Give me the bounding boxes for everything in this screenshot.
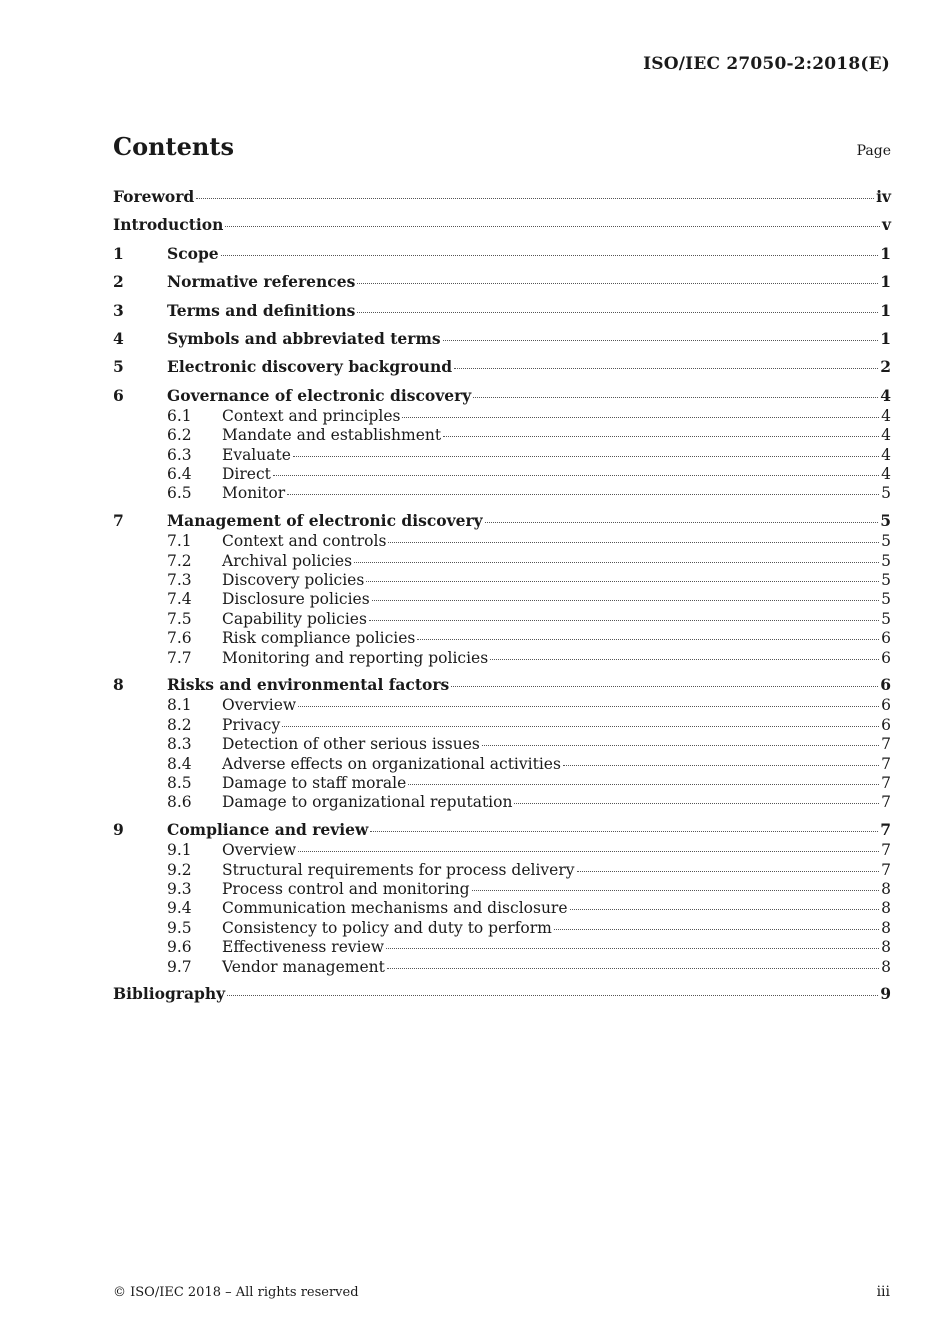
toc-subentry-page: 6 — [881, 696, 891, 715]
toc-dot-leader — [514, 803, 879, 804]
toc-entry-title: Foreword — [113, 187, 195, 206]
toc-dot-leader — [472, 890, 880, 891]
toc-entry-page: 2 — [880, 357, 891, 377]
toc-subentry[interactable] — [113, 446, 891, 465]
toc-dot-leader — [387, 968, 879, 969]
toc-dot-leader — [554, 929, 879, 930]
toc-subentry[interactable] — [113, 919, 891, 938]
toc-subentry-number: 7.6 — [167, 629, 192, 648]
toc-entry[interactable] — [113, 982, 891, 1005]
toc-subentry-title: Damage to organizational reputation — [222, 793, 513, 812]
toc-subentry-number: 6.4 — [167, 464, 192, 483]
toc-subentry-number: 7.4 — [167, 590, 192, 609]
toc-entry-number: 7 — [113, 511, 124, 531]
toc-subentry[interactable] — [113, 610, 891, 629]
toc-entry[interactable] — [113, 299, 891, 322]
toc-entry-page: 1 — [880, 300, 891, 320]
toc-entry-number: 1 — [113, 243, 124, 263]
toc-subentry[interactable] — [113, 696, 891, 715]
toc-entry-title: Symbols and abbreviated terms — [167, 328, 441, 348]
toc-entry-page: 1 — [880, 328, 891, 348]
toc-subentry-title: Communication mechanisms and disclosure — [222, 899, 568, 918]
toc-subentry-title: Risk compliance policies — [222, 629, 416, 648]
toc-subentry-title: Monitor — [222, 484, 286, 503]
toc-subentry-title: Archival policies — [222, 551, 353, 570]
toc-entry[interactable] — [113, 213, 891, 236]
toc-subentry[interactable] — [113, 629, 891, 648]
toc-dot-leader — [196, 198, 874, 199]
toc-subentry[interactable] — [113, 465, 891, 484]
toc-entry[interactable] — [113, 270, 891, 293]
page-column-label: Page — [856, 143, 891, 159]
toc-entry-number: 8 — [113, 675, 124, 695]
toc-entry[interactable] — [113, 327, 891, 350]
toc-subentry-number: 8.5 — [167, 774, 192, 793]
table-of-contents — [113, 185, 891, 1005]
toc-entry-number: 4 — [113, 328, 124, 348]
toc-entry-page: 1 — [880, 272, 891, 292]
toc-dot-leader — [563, 765, 879, 766]
toc-subentry-title: Damage to staff morale — [222, 774, 407, 793]
toc-entry-title: Electronic discovery background — [167, 357, 453, 377]
toc-dot-leader — [417, 639, 879, 640]
toc-subentry-number: 9.7 — [167, 957, 192, 976]
toc-entry[interactable] — [113, 384, 891, 407]
toc-subentry[interactable] — [113, 735, 891, 754]
toc-subentry-page: 8 — [881, 938, 891, 957]
toc-subentry-number: 9.3 — [167, 880, 192, 899]
toc-entry[interactable] — [113, 355, 891, 378]
toc-dot-leader — [357, 312, 878, 313]
toc-subentry[interactable] — [113, 552, 891, 571]
toc-subentry-page: 4 — [881, 406, 891, 425]
contents-title: Contents — [113, 132, 234, 161]
toc-entry-title: Governance of electronic discovery — [167, 385, 472, 405]
toc-subentry-number: 7.2 — [167, 551, 192, 570]
toc-subentry-title: Detection of other serious issues — [222, 735, 480, 754]
toc-subentry[interactable] — [113, 571, 891, 590]
toc-entry[interactable] — [113, 242, 891, 265]
toc-entry-page: v — [881, 215, 891, 235]
footer-copyright: © ISO/IEC 2018 – All rights reserved — [113, 1285, 359, 1300]
toc-subentry-number: 9.2 — [167, 860, 192, 879]
toc-dot-leader — [282, 726, 879, 727]
toc-subentry-number: 8.3 — [167, 735, 192, 754]
toc-entry[interactable] — [113, 818, 891, 841]
toc-subentry[interactable] — [113, 841, 891, 860]
toc-subentry-page: 7 — [881, 860, 891, 879]
toc-subentry-number: 7.3 — [167, 570, 192, 589]
toc-subentry-number: 6.2 — [167, 426, 192, 445]
toc-subentry-title: Consistency to policy and duty to perform — [222, 918, 552, 937]
toc-subentry-title: Capability policies — [222, 609, 367, 628]
toc-subentry-number: 8.6 — [167, 793, 192, 812]
toc-dot-leader — [454, 368, 878, 369]
toc-subentry[interactable] — [113, 755, 891, 774]
toc-dot-leader — [354, 562, 879, 563]
toc-entry-number: 6 — [113, 385, 124, 405]
toc-entry-page: 4 — [880, 385, 891, 405]
toc-subentry[interactable] — [113, 532, 891, 551]
toc-dot-leader — [473, 397, 878, 398]
toc-subentry-number: 9.5 — [167, 918, 192, 937]
toc-entry-title: Compliance and review — [167, 820, 369, 840]
toc-subentry-page: 8 — [881, 899, 891, 918]
toc-subentry-number: 7.7 — [167, 648, 192, 667]
toc-dot-leader — [293, 456, 879, 457]
toc-entry[interactable] — [113, 185, 891, 208]
toc-subentry-page: 5 — [881, 590, 891, 609]
toc-subentry-page: 6 — [881, 629, 891, 648]
toc-dot-leader — [225, 226, 880, 227]
toc-subentry-number: 7.1 — [167, 532, 192, 551]
toc-dot-leader — [227, 995, 878, 996]
toc-subentry-page: 8 — [881, 918, 891, 937]
toc-dot-leader — [577, 871, 880, 872]
toc-subentry-title: Mandate and establishment — [222, 426, 442, 445]
toc-subentry-page: 6 — [881, 648, 891, 667]
toc-subentry-page: 8 — [881, 880, 891, 899]
toc-entry-title: Management of electronic discovery — [167, 511, 483, 531]
toc-dot-leader — [357, 283, 878, 284]
toc-subentry-title: Context and controls — [222, 532, 387, 551]
footer-page-number: iii — [876, 1284, 890, 1300]
toc-subentry-page: 7 — [881, 793, 891, 812]
toc-dot-leader — [408, 784, 879, 785]
toc-dot-leader — [402, 417, 879, 418]
toc-subentry-page: 5 — [881, 484, 891, 503]
toc-subentry-page: 5 — [881, 570, 891, 589]
toc-dot-leader — [370, 831, 878, 832]
toc-entry-number: 3 — [113, 300, 124, 320]
toc-subentry-title: Discovery policies — [222, 570, 365, 589]
toc-entry-number: 9 — [113, 820, 124, 840]
toc-subentry-page: 5 — [881, 609, 891, 628]
toc-subentry[interactable] — [113, 793, 891, 812]
toc-entry-number: 2 — [113, 272, 124, 292]
toc-subentry[interactable] — [113, 407, 891, 426]
toc-entry-page: 6 — [880, 675, 891, 695]
toc-dot-leader — [273, 475, 879, 476]
toc-subentry-number: 6.1 — [167, 406, 192, 425]
toc-dot-leader — [451, 686, 878, 687]
toc-subentry-title: Evaluate — [222, 445, 291, 464]
toc-subentry-number: 8.2 — [167, 715, 192, 734]
toc-subentry-page: 5 — [881, 532, 891, 551]
toc-subentry-number: 9.4 — [167, 899, 192, 918]
toc-subentry[interactable] — [113, 899, 891, 918]
toc-dot-leader — [221, 255, 879, 256]
toc-entry-title: Introduction — [113, 215, 224, 235]
toc-subentry[interactable] — [113, 861, 891, 880]
toc-subentry[interactable] — [113, 938, 891, 957]
toc-subentry[interactable] — [113, 649, 891, 668]
toc-subentry-title: Adverse effects on organizational activities — [222, 754, 561, 773]
document-id: ISO/IEC 27050-2:2018(E) — [643, 54, 890, 74]
toc-subentry-title: Context and principles — [222, 406, 401, 425]
toc-subentry-page: 4 — [881, 426, 891, 445]
toc-subentry-number: 9.6 — [167, 938, 192, 957]
toc-subentry-title: Process control and monitoring — [222, 880, 470, 899]
toc-subentry-number: 9.1 — [167, 841, 192, 860]
toc-entry-title: Bibliography — [113, 984, 226, 1004]
toc-subentry-number: 6.5 — [167, 484, 192, 503]
toc-subentry-title: Monitoring and reporting policies — [222, 648, 489, 667]
toc-entry-page: iv — [876, 187, 891, 206]
toc-subentry-page: 4 — [881, 464, 891, 483]
toc-dot-leader — [298, 851, 879, 852]
toc-subentry[interactable] — [113, 484, 891, 503]
toc-subentry-page: 5 — [881, 551, 891, 570]
toc-subentry-page: 8 — [881, 957, 891, 976]
toc-dot-leader — [369, 620, 879, 621]
toc-subentry-page: 7 — [881, 735, 891, 754]
toc-dot-leader — [287, 494, 879, 495]
toc-dot-leader — [490, 659, 879, 660]
toc-dot-leader — [485, 522, 879, 523]
toc-subentry-number: 8.4 — [167, 754, 192, 773]
toc-subentry-title: Disclosure policies — [222, 590, 370, 609]
toc-dot-leader — [570, 909, 880, 910]
toc-entry-title: Scope — [167, 243, 219, 263]
toc-subentry[interactable] — [113, 958, 891, 977]
toc-entry-page: 9 — [880, 984, 891, 1004]
toc-entry-title: Risks and environmental factors — [167, 675, 450, 695]
toc-subentry-page: 7 — [881, 754, 891, 773]
toc-subentry[interactable] — [113, 880, 891, 899]
toc-dot-leader — [386, 948, 879, 949]
toc-entry-page: 7 — [880, 820, 891, 840]
toc-dot-leader — [366, 581, 879, 582]
toc-subentry-page: 4 — [881, 445, 891, 464]
toc-subentry[interactable] — [113, 590, 891, 609]
toc-entry[interactable] — [113, 509, 891, 532]
toc-subentry-title: Overview — [222, 696, 297, 715]
toc-dot-leader — [443, 340, 879, 341]
toc-subentry-title: Structural requirements for process delivery — [222, 860, 575, 879]
toc-dot-leader — [388, 542, 879, 543]
toc-entry-number: 5 — [113, 357, 124, 377]
toc-subentry-title: Effectiveness review — [222, 938, 385, 957]
toc-dot-leader — [482, 745, 879, 746]
toc-subentry-page: 7 — [881, 841, 891, 860]
toc-entry-title: Terms and definitions — [167, 300, 356, 320]
toc-entry-page: 1 — [880, 243, 891, 263]
toc-subentry-page: 7 — [881, 774, 891, 793]
toc-subentry[interactable] — [113, 716, 891, 735]
toc-entry[interactable] — [113, 673, 891, 696]
toc-subentry[interactable] — [113, 774, 891, 793]
toc-subentry-number: 6.3 — [167, 445, 192, 464]
toc-dot-leader — [443, 436, 879, 437]
toc-subentry[interactable] — [113, 426, 891, 445]
toc-entry-page: 5 — [880, 511, 891, 531]
toc-subentry-title: Overview — [222, 841, 297, 860]
toc-subentry-number: 8.1 — [167, 696, 192, 715]
toc-subentry-page: 6 — [881, 715, 891, 734]
toc-subentry-number: 7.5 — [167, 609, 192, 628]
toc-subentry-title: Privacy — [222, 715, 281, 734]
toc-entry-title: Normative references — [167, 272, 356, 292]
toc-subentry-title: Vendor management — [222, 957, 385, 976]
toc-subentry-title: Direct — [222, 464, 271, 483]
toc-dot-leader — [298, 706, 879, 707]
toc-dot-leader — [372, 600, 879, 601]
